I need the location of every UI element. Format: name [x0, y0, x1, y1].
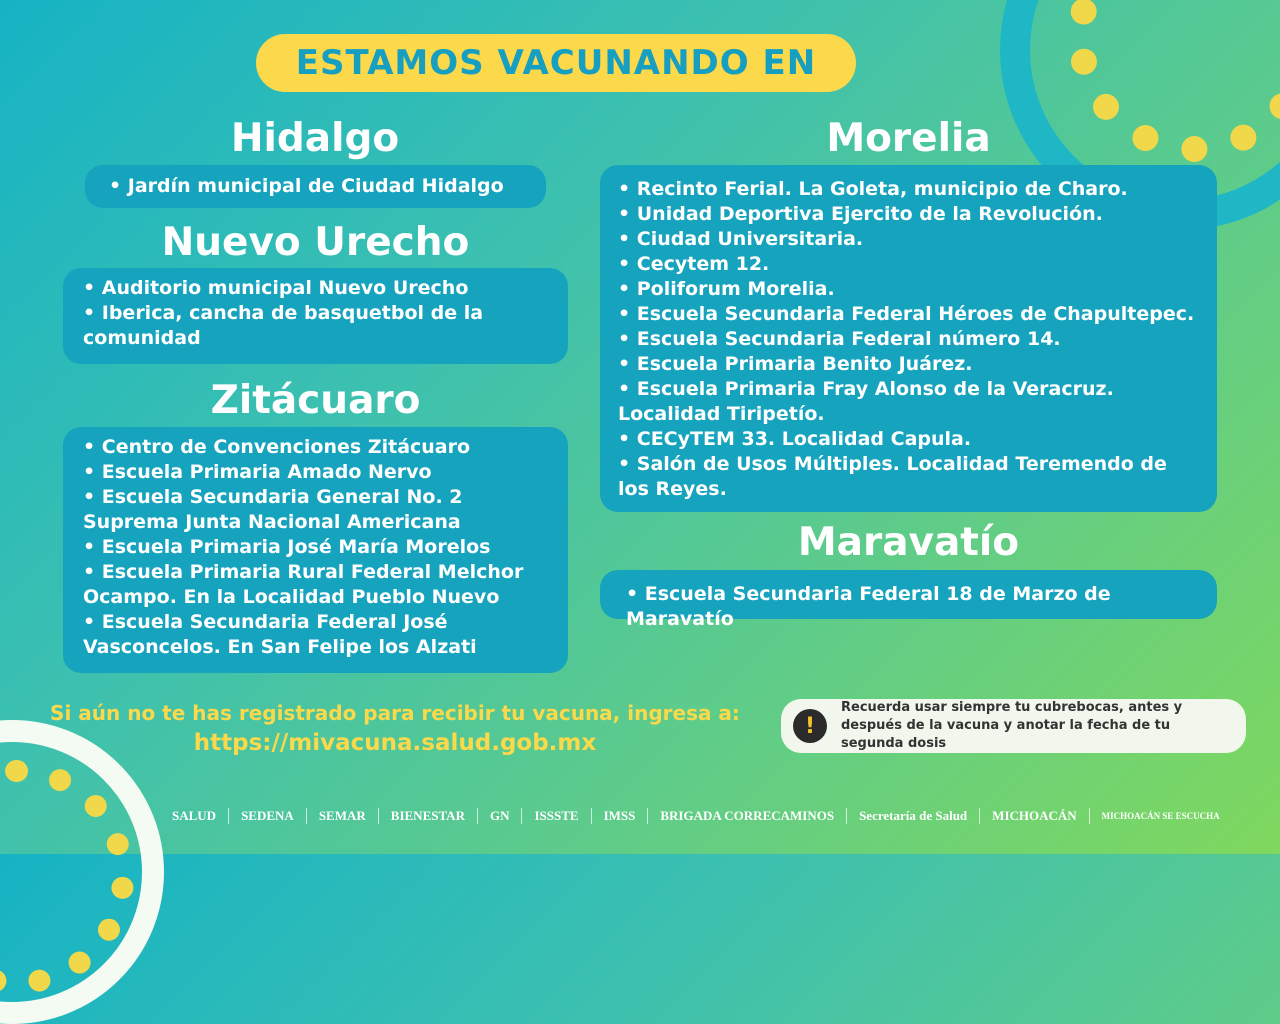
city-hidalgo: Hidalgo — [230, 116, 400, 161]
list-item: • Unidad Deportiva Ejercito de la Revolución. — [618, 203, 1103, 225]
warning-icon: ! — [793, 709, 827, 743]
list-item: • Escuela Primaria Rural Federal Melchor Ocampo. En la Localidad Pueblo Nuevo — [83, 561, 524, 608]
list-item: • Poliforum Morelia. — [618, 278, 835, 300]
list-item: • Iberica, cancha de basquetbol de la comunidad — [83, 302, 484, 349]
box-hidalgo — [85, 165, 546, 208]
list-item: • Escuela Secundaria Federal 18 de Marzo de Maravatío — [626, 583, 1111, 630]
reminder-text: Recuerda usar siempre tu cubrebocas, antes y después de la vacuna y anotar la fecha de tu segunda dosis — [841, 700, 1183, 751]
logo-bienestar: BIENESTAR — [379, 808, 478, 824]
city-zitacuaro: Zitácuaro — [210, 378, 421, 423]
list-item: • Centro de Convenciones Zitácuaro — [83, 436, 471, 458]
box-morelia — [600, 165, 1217, 512]
logo-michoacan: MICHOACÁN — [980, 808, 1090, 824]
city-maravatio: Maravatío — [797, 520, 1020, 565]
list-item: • Salón de Usos Múltiples. Localidad Teremendo de los Reyes. — [618, 453, 1167, 500]
list-item: • Escuela Primaria Amado Nervo — [83, 461, 432, 483]
registration-link[interactable]: https://mivacuna.salud.gob.mx — [193, 730, 597, 756]
box-zitacuaro — [63, 427, 568, 673]
list-item: • Jardín municipal de Ciudad Hidalgo — [109, 175, 504, 197]
box-nuevo-urecho — [63, 268, 568, 364]
registration-text: Si aún no te has registrado para recibir tu vacuna, ingresa a: — [50, 701, 740, 725]
list-item: • Escuela Primaria Fray Alonso de la Veracruz. Localidad Tiripetío. — [618, 378, 1114, 425]
list-item: • Ciudad Universitaria. — [618, 228, 864, 250]
list-item: • Escuela Secundaria Federal número 14. — [618, 328, 1061, 350]
logo-issste: ISSSTE — [522, 808, 591, 824]
box-maravatio — [600, 570, 1217, 630]
logo-michoacan-se-escucha: MICHOACÁN SE ESCUCHA — [1101, 811, 1220, 821]
list-item: • Recinto Ferial. La Goleta, municipio de Charo. — [618, 178, 1128, 200]
city-nuevo-urecho: Nuevo Urecho — [161, 220, 470, 265]
registration-message — [30, 698, 760, 758]
list-item: • Escuela Primaria José María Morelos — [83, 536, 491, 558]
list-item: • CECyTEM 33. Localidad Capula. — [618, 428, 972, 450]
list-item: • Escuela Primaria Benito Juárez. — [618, 353, 973, 375]
logo-sedena: SEDENA — [229, 808, 307, 824]
list-item: • Cecytem 12. — [618, 253, 770, 275]
logo-secretaria-salud: Secretaría de Salud — [847, 808, 980, 824]
institution-logos — [160, 796, 1260, 836]
logo-semar: SEMAR — [307, 808, 379, 824]
list-item: • Escuela Secundaria Federal José Vasconcelos. En San Felipe los Alzati — [83, 611, 477, 658]
logo-salud: SALUD — [160, 808, 229, 824]
list-item: • Auditorio municipal Nuevo Urecho — [83, 277, 469, 299]
logo-brigada-correcaminos: BRIGADA CORRECAMINOS — [648, 808, 847, 824]
city-morelia: Morelia — [826, 116, 991, 161]
logo-imss: IMSS — [592, 808, 649, 824]
reminder-notice — [781, 699, 1246, 753]
list-item: • Escuela Secundaria General No. 2 Suprema Junta Nacional Americana — [83, 486, 463, 533]
list-item: • Escuela Secundaria Federal Héroes de Chapultepec. — [618, 303, 1195, 325]
page-title: ESTAMOS VACUNANDO EN — [256, 34, 856, 92]
logo-gn: GN — [478, 808, 523, 824]
